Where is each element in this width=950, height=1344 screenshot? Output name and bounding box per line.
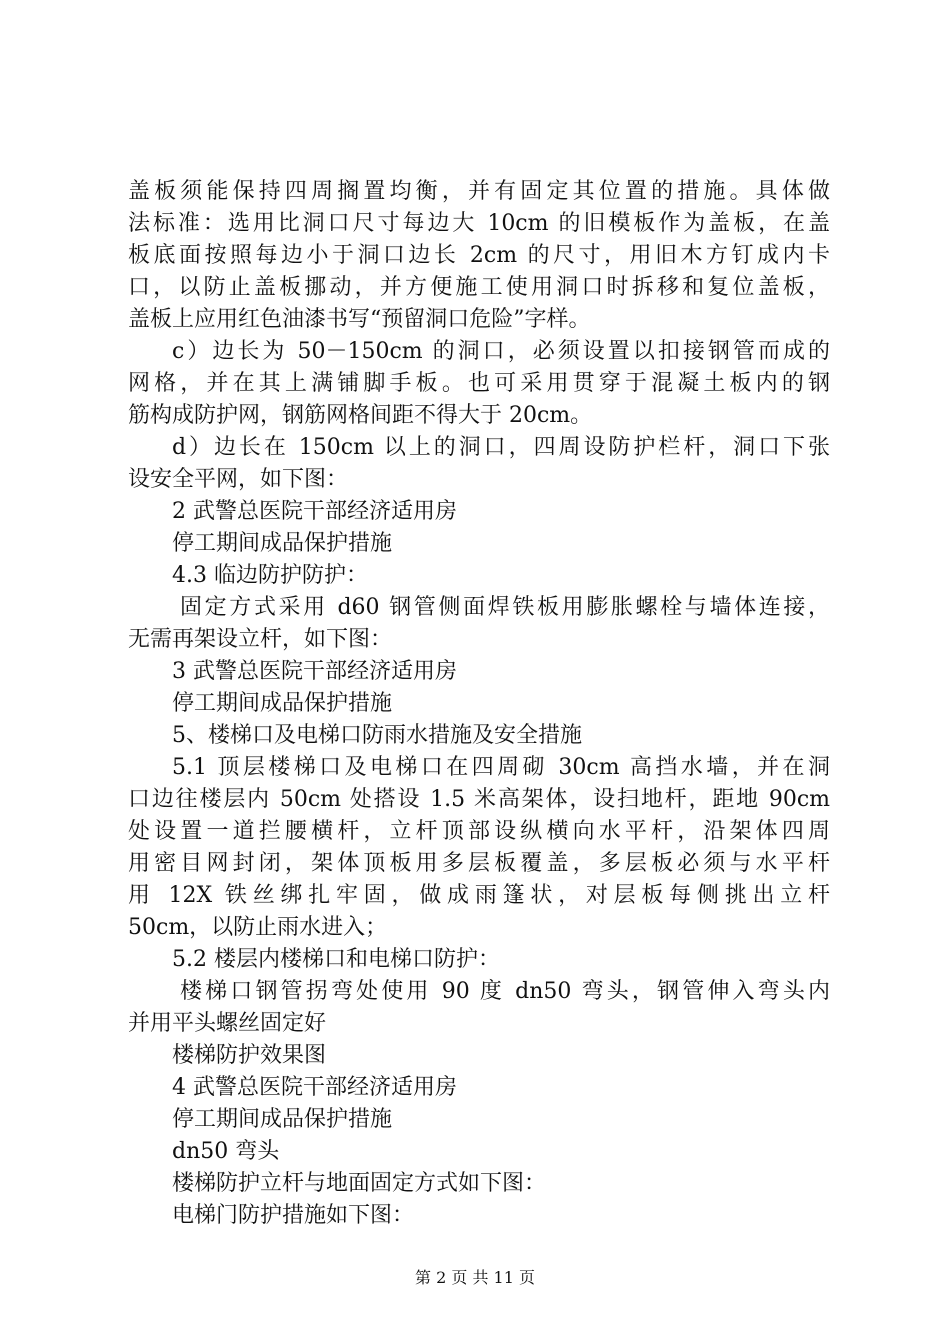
body-line: 无需再架设立杆，如下图： [128, 627, 393, 652]
body-line: 停工期间成品保护措施 [172, 531, 393, 556]
body-line: 口边往楼层内 50cm 处搭设 1.5 米高架体，设扫地杆，距地 90cm [128, 787, 830, 812]
body-line: 用密目网封闭，架体顶板用多层板覆盖，多层板必须与水平杆 [128, 851, 830, 876]
document-body [128, 176, 830, 1232]
body-line: 3 武警总医院干部经济适用房 [172, 659, 457, 684]
body-line: 网格，并在其上满铺脚手板。也可采用贯穿于混凝土板内的钢 [128, 371, 830, 396]
body-line: 板底面按照每边小于洞口边长 2cm 的尺寸，用旧木方钉成内卡 [128, 243, 830, 268]
body-line: 设安全平网，如下图： [128, 467, 349, 492]
body-line: 50cm，以防止雨水进入； [128, 915, 388, 940]
body-line: 2 武警总医院干部经济适用房 [172, 499, 457, 524]
body-line: 停工期间成品保护措施 [172, 691, 393, 716]
section-heading: 5、楼梯口及电梯口防雨水措施及安全措施 [172, 723, 582, 748]
page-number-footer: 第 2 页 共 11 页 [415, 1268, 535, 1287]
body-line: 盖板上应用红色油漆书写“预留洞口危险”字样。 [128, 307, 591, 332]
body-line: 电梯门防护措施如下图： [172, 1203, 415, 1228]
body-line: 楼梯口钢管拐弯处使用 90 度 dn50 弯头，钢管伸入弯头内 [180, 979, 830, 1004]
section-heading: 4.3 临边防护防护： [172, 563, 368, 588]
body-line: 法标准：选用比洞口尺寸每边大 10cm 的旧模板作为盖板，在盖 [128, 211, 830, 236]
body-line: c）边长为 50－150cm 的洞口，必须设置以扣接钢管而成的 [172, 339, 830, 364]
body-line: 5.1 顶层楼梯口及电梯口在四周砌 30cm 高挡水墙，并在洞 [172, 755, 830, 780]
body-line: 口，以防止盖板挪动，并方便施工使用洞口时拆移和复位盖板， [128, 275, 830, 300]
body-line: 4 武警总医院干部经济适用房 [172, 1075, 457, 1100]
body-line: 用 12X 铁丝绑扎牢固，做成雨篷状，对层板每侧挑出立杆 [128, 883, 830, 908]
body-line: 并用平头螺丝固定好 [128, 1011, 327, 1036]
body-line: 固定方式采用 d60 钢管侧面焊铁板用膨胀螺栓与墙体连接， [180, 595, 830, 620]
body-line: 楼梯防护效果图 [172, 1043, 327, 1068]
body-line: 楼梯防护立杆与地面固定方式如下图： [172, 1171, 547, 1196]
section-heading: 5.2 楼层内楼梯口和电梯口防护： [172, 947, 500, 972]
body-line: 盖板须能保持四周搁置均衡，并有固定其位置的措施。具体做 [128, 179, 830, 204]
body-line: d）边长在 150cm 以上的洞口，四周设防护栏杆，洞口下张 [172, 435, 830, 460]
body-line: 停工期间成品保护措施 [172, 1107, 393, 1132]
body-line: 筋构成防护网，钢筋网格间距不得大于 20cm。 [128, 403, 593, 428]
body-line: 处设置一道拦腰横杆，立杆顶部设纵横向水平杆，沿架体四周 [128, 819, 830, 844]
body-line: dn50 弯头 [172, 1139, 280, 1164]
